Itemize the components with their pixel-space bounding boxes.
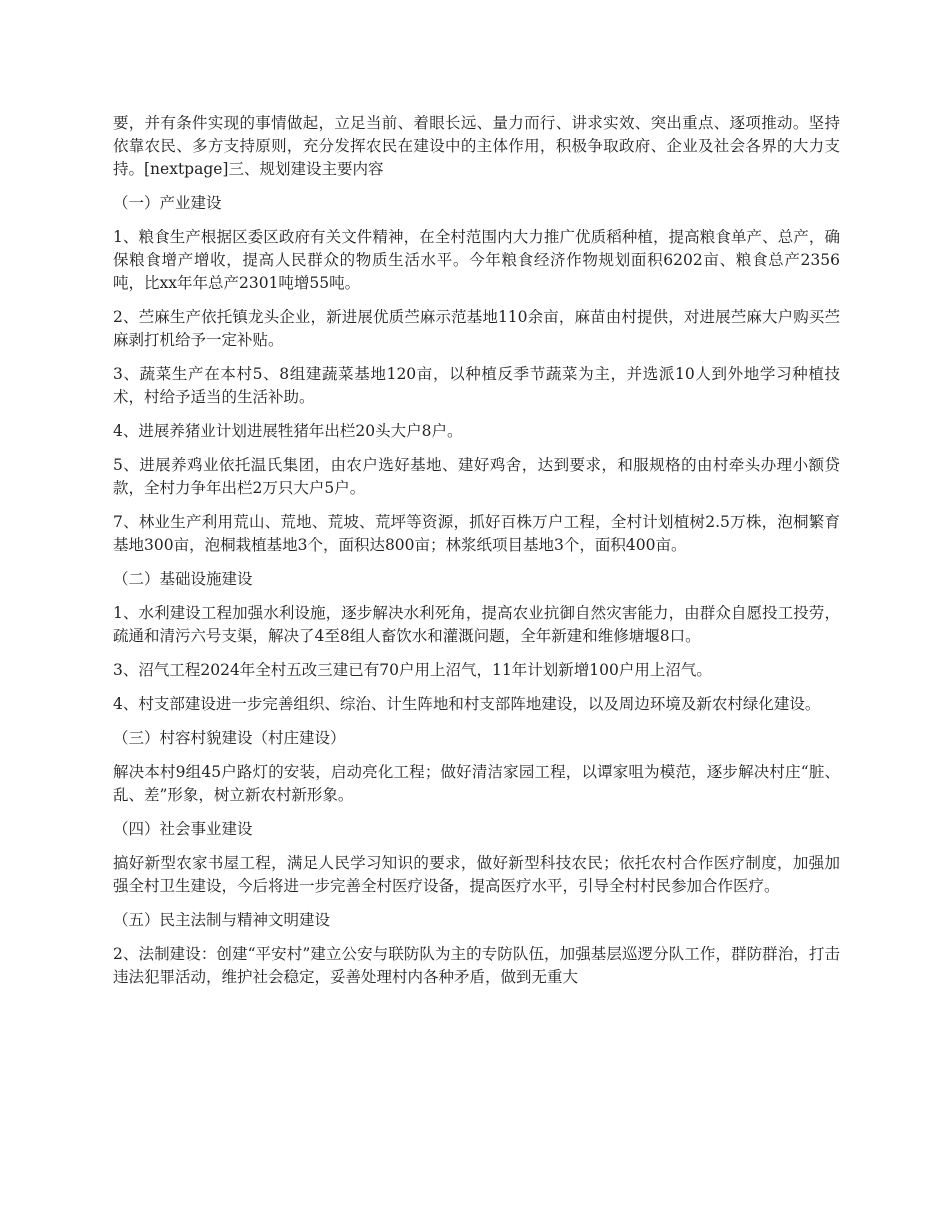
section-heading-social: （四）社会事业建设 [113,820,253,838]
paragraph-grain: 1、粮食生产根据区委区政府有关文件精神，在全村范围内大力推广优质稻种植，提高粮食单产、总产，确保粮食增产增收，提高人民群众的物质生活水平。今年粮食经济作物规划面积6202亩、粮食总产2356吨，比xx年年总产2301吨增55吨。 [113,228,840,292]
paragraph-intro: 要，并有条件实现的事情做起，立足当前、着眼长远、量力而行、讲求实效、突出重点、逐项推动。坚持依靠农民、多方支持原则，充分发挥农民在建设中的主体作用，积极争取政府、企业及社会各界的大力支持。[nextpage]三、规划建设主要内容 [113,114,840,178]
paragraph-chickens: 5、进展养鸡业依托温氏集团，由农户选好基地、建好鸡舍，达到要求，和服规格的由村牵头办理小额贷款，全村力争年出栏2万只大户5户。 [113,456,840,497]
paragraph-lighting: 解决本村9组45户路灯的安装，启动亮化工程；做好清洁家园工程，以谭家咀为模范，逐步解决村庄“脏、乱、差”形象，树立新农村新形象。 [113,763,840,804]
paragraph-library: 搞好新型农家书屋工程，满足人民学习知识的要求，做好新型科技农民；依托农村合作医疗制度，加强加强全村卫生建设，今后将进一步完善全村医疗设备，提高医疗水平，引导全村村民参加合作医疗。 [113,854,840,895]
paragraph-vegetables: 3、蔬菜生产在本村5、8组建蔬菜基地120亩，以种植反季节蔬菜为主，并选派10人到外地学习种植技术，村给予适当的生活补助。 [113,365,840,406]
section-heading-village: （三）村容村貌建设（村庄建设） [113,729,346,747]
document-body [113,112,840,1000]
paragraph-pigs: 4、进展养猪业计划进展牲猪年出栏20头大户8户。 [113,422,463,440]
paragraph-biogas: 3、沼气工程2024年全村五改三建已有70户用上沼气，11年计划新增100户用上沼气。 [113,661,712,679]
paragraph-ramie: 2、苎麻生产依托镇龙头企业，新进展优质苎麻示范基地110余亩，麻苗由村提供，对进展苎麻大户购买苎麻剥打机给予一定补贴。 [113,308,840,349]
paragraph-water: 1、水利建设工程加强水利设施，逐步解决水利死角，提高农业抗御自然灾害能力，由群众自愿投工投劳，疏通和清污六号支渠，解决了4至8组人畜饮水和灌溉问题，全年新建和维修塘堰8口。 [113,604,840,645]
paragraph-forestry: 7、林业生产利用荒山、荒地、荒坡、荒坪等资源，抓好百株万户工程，全村计划植树2.5万株，泡桐繁育基地300亩，泡桐栽植基地3个，面积达800亩；林浆纸项目基地3个，面积400亩。 [113,513,840,554]
section-heading-infrastructure: （二）基础设施建设 [113,570,253,588]
section-heading-industry: （一）产业建设 [113,194,222,212]
section-heading-democracy: （五）民主法制与精神文明建设 [113,911,331,929]
paragraph-party-branch: 4、村支部建设进一步完善组织、综治、计生阵地和村支部阵地建设，以及周边环境及新农村绿化建设。 [113,695,821,713]
paragraph-legal: 2、法制建设：创建“平安村”建立公安与联防队为主的专防队伍，加强基层巡逻分队工作，群防群治，打击违法犯罪活动，维护社会稳定，妥善处理村内各种矛盾，做到无重大 [113,945,840,986]
